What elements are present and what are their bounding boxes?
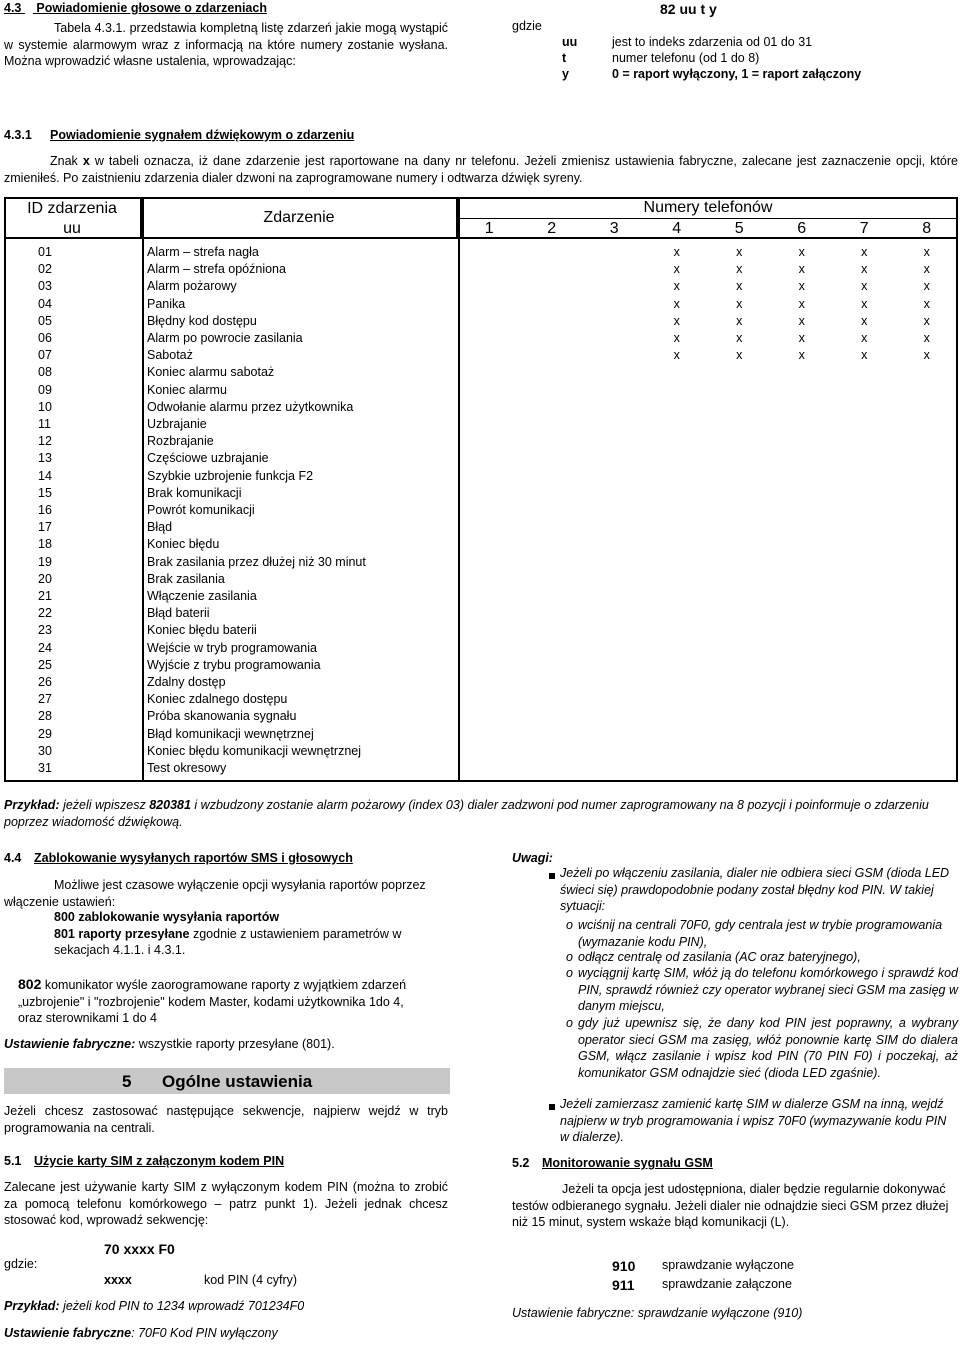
report-mark: x (861, 262, 868, 277)
report-mark: x (673, 279, 680, 294)
report-mark: x (861, 348, 868, 363)
report-mark: x (673, 296, 680, 311)
text-part: Znak (50, 154, 83, 168)
event-id: 07 (38, 348, 52, 363)
report-mark: x (736, 245, 743, 259)
event-id: 19 (38, 554, 52, 569)
table-row (4, 657, 958, 674)
bullet-circle-icon: o (566, 966, 573, 980)
report-mark: x (736, 331, 743, 345)
param-key: xxxx (104, 1273, 132, 1287)
section-5-1-heading (4, 1153, 284, 1170)
event-id: 18 (38, 537, 52, 552)
event-name: Alarm pożarowy (147, 279, 237, 294)
report-mark: x (798, 313, 805, 328)
header-column-number: 8 (896, 219, 959, 239)
table-row (4, 536, 958, 553)
paragraph (4, 877, 448, 910)
table-row (4, 640, 958, 657)
table-row (4, 450, 958, 467)
setting-code: 801 raporty przesyłane (54, 926, 190, 941)
section-title: Zablokowanie wysyłanych raportów SMS i głosowych (34, 851, 353, 865)
header-column-number: 4 (646, 219, 709, 239)
event-id: 22 (38, 606, 52, 621)
event-name: Alarm – strefa nagła (147, 245, 259, 259)
event-name: Panika (147, 296, 186, 311)
report-mark: x (798, 262, 805, 277)
note-sub-item: gdy już upewnisz się, że dany kod PIN jest poprawny, a wybrany operator sieci GSM ma zasięg, włóż ponownie kartę SIM do dialera GSM, włącz zasilanie i wpisz kod PIN (70 PIN F0) i poczekaj, aż komunikator GSM odnajdzie sieć (dioda LED zgaśnie). (578, 1016, 958, 1080)
code-desc: sprawdzanie wyłączone (662, 1258, 795, 1272)
event-name: Wyjście z trybu programowania (147, 657, 321, 672)
table-row (4, 261, 958, 278)
chapter-number: 5 (122, 1072, 132, 1091)
code-desc: sprawdzanie załączone (662, 1277, 792, 1291)
notes-title: Uwagi: (512, 851, 553, 865)
section-4-4-heading (4, 850, 353, 867)
event-name: Koniec błędu komunikacji wewnętrznej (147, 743, 362, 758)
text-part: Jeżeli ta opcja jest udostępniona, dialer będzie regularnie dokonywać testów odbieranego sygnału. Jeżeli dialer nie odnajdzie sieci GSM przez dłużej niż 15 minut, system wskaże błąd komunikacji (L). (512, 1182, 949, 1229)
paragraph: Jeżeli chcesz zastosować następujące sekwencje, najpierw wejdź w tryb programowania na centrali. (4, 1104, 448, 1135)
report-mark: x (736, 279, 743, 294)
table-row (4, 743, 958, 760)
event-name: Rozbrajanie (147, 434, 214, 449)
table-row (4, 588, 958, 605)
table-row (4, 244, 958, 261)
event-id: 30 (38, 743, 52, 758)
event-id: 05 (38, 313, 52, 328)
report-mark: x (923, 279, 930, 294)
report-mark: x (673, 313, 680, 328)
event-name: Koniec alarmu (147, 382, 227, 397)
report-mark: x (861, 313, 868, 328)
section-number: 4.4 (4, 851, 22, 865)
table-row (4, 382, 958, 399)
example-note (4, 797, 958, 830)
event-name: Brak zasilania (147, 571, 225, 586)
event-name: Szybkie uzbrojenie funkcja F2 (147, 468, 314, 483)
event-id: 01 (38, 245, 52, 259)
table-row (4, 622, 958, 639)
event-id: 10 (38, 399, 52, 414)
section-title: Użycie karty SIM z załączonym kodem PIN (34, 1154, 285, 1168)
header-event-id (4, 197, 142, 239)
event-id: 09 (38, 382, 52, 397)
note-sub-item: wciśnij na centrali 70F0, gdy centrala jest w trybie programowania (wymazanie kodu PIN), (578, 918, 943, 949)
event-id: 14 (38, 468, 52, 483)
example-label: Przykład: (4, 798, 60, 812)
section-number: 5.2 (512, 1156, 530, 1170)
text-part: jeżeli kod PIN to 1234 wprowadź 701234F0 (59, 1299, 305, 1313)
event-id: 21 (38, 589, 52, 603)
report-mark: x (923, 331, 930, 345)
section-number: 5.1 (4, 1154, 22, 1168)
event-name: Odwołanie alarmu przez użytkownika (147, 399, 354, 414)
event-name: Uzbrajanie (147, 417, 207, 431)
table-row (4, 416, 958, 433)
note-sub-item: wyciągnij kartę SIM, włóż ją do telefonu komórkowego i sprawdź kod PIN, sprawdź również czy operator wybranej sieci GSM ma zasięg w danym miejscu, (578, 966, 958, 1013)
text-part: wszystkie raporty przesyłane (801). (135, 1037, 335, 1051)
report-mark: x (798, 279, 805, 294)
header-column-number: 3 (583, 219, 646, 239)
report-mark: x (923, 245, 930, 259)
table-row (4, 691, 958, 708)
sequence-code: 70 xxxx F0 (104, 1241, 175, 1257)
report-mark: x (673, 331, 680, 345)
code: 910 (612, 1258, 636, 1274)
format-code: 82 uu t y (660, 1, 717, 17)
event-name: Alarm po powrocie zasilania (147, 331, 303, 345)
header-column-number: 6 (771, 219, 834, 239)
table-row (4, 296, 958, 313)
code: 911 (612, 1277, 635, 1293)
report-mark: x (798, 348, 805, 363)
event-name: Zdalny dostęp (147, 675, 226, 689)
table-row (4, 502, 958, 519)
text-part: Możliwe jest czasowe wyłączenie opcji wysyłania raportów poprzez włączenie ustawień: (4, 878, 426, 909)
text-part: i wzbudzony zostanie alarm pożarowy (index 03) dialer zadzwoni pod numer zaprogramowany na 8 pozycji i poinformuje o zdarzeniu poprzez wiadomość dźwiękową. (4, 798, 929, 829)
event-name: Alarm – strefa opóźniona (147, 262, 286, 277)
def-key: y (562, 67, 569, 81)
event-name: Błąd (147, 520, 173, 535)
report-mark: x (861, 331, 868, 345)
bullet-square-icon (549, 873, 555, 879)
section-title: Powiadomienie głosowe o zdarzeniach (36, 1, 267, 15)
event-name: Sabotaż (147, 348, 193, 363)
report-mark: x (923, 296, 930, 311)
event-id: 04 (38, 296, 52, 311)
event-name: Włączenie zasilania (147, 589, 257, 603)
example-note (4, 1298, 304, 1315)
text-part: w tabeli oznacza, iż dane zdarzenie jest raportowane na dany nr telefonu. Jeżeli zmienisz ustawienia fabryczne, zalecane jest zaznaczenie opcji, które zmieniłeś. Po zaistnieniu zdarzenia dialer dzwoni na zaprogramowane numery i odtwarza dźwięk syreny. (4, 154, 958, 185)
factory-label: Ustawienie fabryczne: (4, 1037, 136, 1051)
table-row (4, 468, 958, 485)
event-id: 12 (38, 434, 52, 449)
table-row (4, 708, 958, 725)
def-value: numer telefonu (od 1 do 8) (612, 51, 760, 65)
report-mark: x (673, 348, 680, 363)
report-mark: x (861, 296, 868, 311)
event-id: 24 (38, 640, 52, 655)
where-label: gdzie: (4, 1257, 38, 1271)
section-5-2-heading (512, 1155, 713, 1172)
report-mark: x (923, 348, 930, 363)
event-id: 16 (38, 503, 52, 517)
factory-setting (4, 1325, 278, 1342)
where-label: gdzie (512, 19, 542, 33)
table-row (4, 726, 958, 743)
event-name: Próba skanowania sygnału (147, 709, 297, 724)
table-row (4, 485, 958, 502)
bullet-circle-icon: o (566, 1016, 573, 1030)
table-row (4, 433, 958, 450)
event-name: Wejście w tryb programowania (147, 640, 317, 655)
event-name: Brak zasilania przez dłużej niż 30 minut (147, 554, 366, 569)
table-row (4, 278, 958, 295)
factory-setting: Ustawienie fabryczne: sprawdzanie wyłączone (910) (512, 1306, 803, 1320)
event-id: 06 (38, 331, 52, 345)
note-bullet: Jeżeli po włączeniu zasilania, dialer nie odbiera sieci GSM (dioda LED świeci się) prawdopodobnie podany został błędny kod PIN. W takiej sytuacji: (560, 866, 950, 913)
bullet-circle-icon: o (566, 918, 573, 932)
header-uu-label: uu (63, 220, 81, 237)
table-row (4, 674, 958, 691)
report-mark: x (673, 245, 680, 259)
factory-label: Ustawienie fabryczne (4, 1326, 132, 1340)
chapter-title: Ogólne ustawienia (162, 1072, 313, 1091)
event-name: Koniec błędu baterii (147, 623, 257, 638)
report-mark: x (736, 348, 743, 363)
header-event: Zdarzenie (142, 197, 458, 239)
setting-801 (54, 926, 454, 959)
section-number: 4.3.1 (4, 128, 32, 142)
note-bullet: Jeżeli zamierzasz zamienić kartę SIM w dialerze GSM na inną, wejdź najpierw w tryb programowania i wpisz 70F0 (wymazywanie kodu PIN w dialerze). (560, 1097, 947, 1144)
note-sub-item: odłącz centralę od zasilania (AC oraz bateryjnego), (578, 950, 861, 964)
event-id: 20 (38, 571, 52, 586)
intro-paragraph: Tabela 4.3.1. przedstawia kompletną listę zdarzeń jakie mogą wystąpić w systemie alarmowym wraz z informacją na które numery zostanie wysłana. Można wprowadzić własne ustalenia, wprowadzając: (4, 21, 448, 68)
event-id: 23 (38, 623, 52, 638)
report-mark: x (861, 279, 868, 294)
event-id: 26 (38, 675, 52, 689)
event-name: Błąd komunikacji wewnętrznej (147, 726, 314, 741)
param-desc: kod PIN (4 cyfry) (204, 1273, 298, 1287)
event-name: Brak komunikacji (147, 485, 242, 500)
report-mark: x (923, 262, 930, 277)
bullet-square-icon (549, 1104, 555, 1110)
report-mark: x (736, 296, 743, 311)
table-row (4, 554, 958, 571)
event-id: 28 (38, 709, 52, 724)
example-label: Przykład: (4, 1299, 60, 1313)
text-part: : 70F0 Kod PIN wyłączony (131, 1326, 278, 1340)
mark-symbol: x (82, 154, 90, 168)
report-mark: x (798, 331, 805, 345)
event-id: 08 (38, 365, 52, 380)
event-id: 02 (38, 262, 52, 277)
table-row (4, 605, 958, 622)
report-mark: x (736, 262, 743, 277)
event-id: 03 (38, 279, 52, 294)
header-id-label: ID zdarzenia (27, 200, 117, 217)
report-mark: x (861, 245, 868, 259)
table-row (4, 760, 958, 777)
event-id: 17 (38, 520, 52, 535)
text-part: komunikator wyśle zaorogramowane raporty z wyjątkiem zdarzeń „uzbrojenie" i "rozbrojenie" kodem Master, kodami użytkownika 1do 4, oraz sterownikami 1 do 4 (18, 978, 407, 1025)
header-column-number: 7 (833, 219, 896, 239)
def-key: uu (562, 35, 578, 49)
event-id: 29 (38, 726, 52, 741)
event-id: 13 (38, 451, 52, 466)
event-name: Koniec alarmu sabotaż (147, 365, 275, 380)
setting-800: 800 zablokowanie wysyłania raportów (54, 910, 280, 924)
table-row (4, 571, 958, 588)
event-id: 11 (38, 417, 51, 431)
text-part: jeżeli wpiszesz (59, 798, 150, 812)
event-id: 25 (38, 657, 52, 672)
header-column-number: 2 (521, 219, 584, 239)
event-name: Powrót komunikacji (147, 503, 255, 517)
setting-802 (18, 975, 418, 1027)
section-4-3-1-heading (4, 127, 354, 144)
table-row (4, 399, 958, 416)
text-part: zgodnie z ustawieniem parametrów w sekacjach 4.1.1. i 4.3.1. (54, 926, 402, 957)
example-code: 820381 (149, 798, 191, 812)
table-row (4, 347, 958, 364)
header-column-number: 1 (458, 219, 521, 239)
table-description (4, 153, 958, 186)
setting-code: 802 (18, 976, 42, 992)
report-mark: x (736, 313, 743, 328)
section-4-3-heading (4, 0, 444, 17)
bullet-circle-icon: o (566, 950, 573, 964)
event-name: Błędny kod dostępu (147, 313, 257, 328)
def-key: t (562, 51, 567, 65)
report-mark: x (673, 262, 680, 277)
report-mark: x (798, 245, 805, 259)
table-row (4, 519, 958, 536)
settings-list (54, 909, 454, 959)
paragraph (512, 1181, 958, 1231)
event-name: Koniec błędu (147, 537, 220, 552)
event-name: Częściowe uzbrajanie (147, 451, 269, 466)
table-row (4, 330, 958, 347)
header-column-number: 5 (708, 219, 771, 239)
chapter-5-heading (4, 1068, 450, 1094)
event-name: Koniec zdalnego dostępu (147, 692, 288, 707)
table-row (4, 313, 958, 330)
report-mark: x (923, 313, 930, 328)
event-id: 15 (38, 485, 52, 500)
paragraph: Zalecane jest używanie karty SIM z wyłączonym kodem PIN (można to zrobić za pomocą telefonu komórkowego – patrz punkt 1). Jeżeli jednak chcesz stosować kod, wprowadź sekwencję: (4, 1180, 448, 1227)
def-value: 0 = raport wyłączony, 1 = raport załączony (612, 67, 862, 81)
section-number: 4.3 (4, 1, 22, 15)
section-title: Powiadomienie sygnałem dźwiękowym o zdarzeniu (50, 128, 355, 142)
header-phone-numbers: Numery telefonów (458, 197, 958, 219)
event-id: 31 (38, 761, 52, 775)
event-name: Test okresowy (147, 761, 227, 775)
report-mark: x (798, 296, 805, 311)
event-name: Błąd baterii (147, 606, 210, 621)
event-id: 27 (38, 692, 52, 707)
factory-setting (4, 1036, 335, 1053)
table-row (4, 364, 958, 381)
section-title: Monitorowanie sygnału GSM (542, 1156, 713, 1170)
def-value: jest to indeks zdarzenia od 01 do 31 (612, 35, 813, 49)
